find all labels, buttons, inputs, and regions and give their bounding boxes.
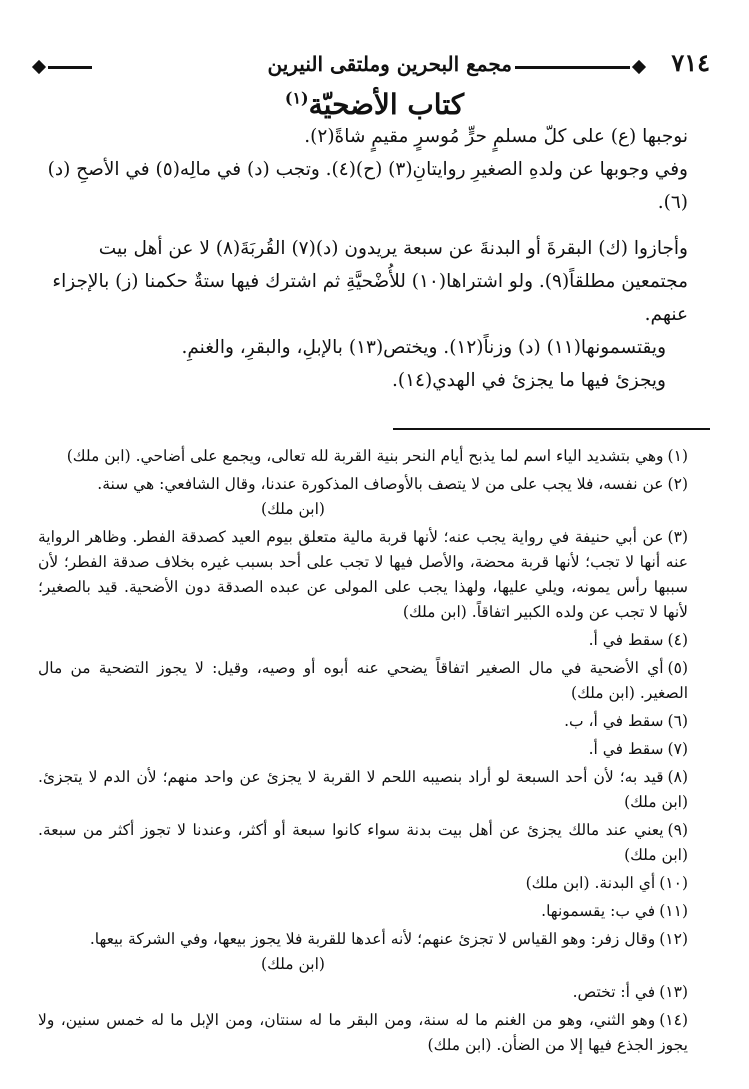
main-text [38,120,688,397]
footnote-number: (١٢) [659,930,688,948]
diamond-ornament-left [32,60,46,74]
footnote-source: (ابن ملك) [624,793,688,811]
footnote-text: سقط في أ، ب. [564,712,664,730]
footnote-number: (١٤) [659,1011,688,1029]
main-paragraph: وأجازوا (ك) البقرةَ أو البدنةَ عن سبعة يريدون (د)(٧) القُربَةَ(٨) لا عن أهل بيت مجتمعين مطلقاً(٩). ولو اشتراها(١٠) للأُضْحيَّةِ ثم اشترك فيها ستةٌ حكمنا (ز) بالإجزاء عنهم. [52,238,688,325]
footnote-item [38,525,688,625]
main-paragraph: ويجزئ فيها ما يجزئ في الهدي(١٤). [392,370,666,391]
main-paragraph: ويقتسمونها(١١) (د) وزناً(١٢). ويختص(١٣) بالإبلِ، والبقرِ، والغنمِ. [181,337,666,358]
footnote-text: سقط في أ. [588,740,664,758]
footnote-source: (ابن ملك) [525,874,590,892]
footnote-item [38,1008,688,1058]
footnote-number: (٤) [667,631,688,649]
footnote-text: عن أبي حنيفة في رواية يجب عنه؛ لأنها قربة مالية متعلق بيوم العيد كصدقة الفطر. وظاهر الرواية عنه أنها لا تجب؛ لأنها قربة محضة، والأصل فيها لا تجب على أحد بسبب غيره بخلاف صدقة الفطر؛ لأن سببها رأس يمونه، ويلي عليها، ولهذا يجب على المولى عن عبده الصدقة دون الأضحية. قيد بالصغير؛ لأنها لا تجب عن ولده الكبير اتفاقاً. [38,528,688,621]
footnote-text: وقال زفر: وهو القياس لا تجزئ عنهم؛ لأنه أعدها للقربة فلا يجوز بيعها، وفي الشركة بيعها. [89,930,656,948]
footnote-number: (١) [667,447,688,465]
footnote-number: (٨) [667,768,688,786]
footnote-item [38,737,688,762]
chapter-note-ref: (١) [284,88,309,108]
main-paragraph: وفي وجوبها عن ولدهِ الصغيرِ روايتانِ(٣) (ح)(٤). وتجب (د) في مالِه(٥) في الأصحِ (د)(٦). [47,159,688,213]
footnote-text: أي البدنة. [594,874,656,892]
footnote-number: (٥) [667,659,688,677]
footnote-text: يعني عند مالك يجزئ عن أهل بيت بدنة سواء كانوا سبعة أو أكثر، وعندنا لا تجوز أكثر من سبعة. [38,821,664,839]
footnote-text: قيد به؛ لأن أحد السبعة لو أراد بنصيبه اللحم لا القربة لا يجزئ عن واحد منهم؛ لأن الدم لا يتجزئ. [38,768,664,786]
header-rule-left [48,66,92,69]
footnote-item [38,980,688,1005]
footnote-number: (١٣) [659,983,688,1001]
page-number: ٧١٤ [671,48,710,77]
footnote-item [38,628,688,653]
footnote-text: في أ: تختص. [572,983,656,1001]
footnote-source: (ابن ملك) [261,955,325,973]
footnote-text: في ب: يقسمونها. [541,902,656,920]
footnote-number: (١٠) [659,874,688,892]
footnote-item [38,709,688,734]
footnote-text: وهي بتشديد الياء اسم لما يذبح أيام النحر بنية القربة لله تعالى، ويجمع على أضاحي. [135,447,664,465]
footnote-number: (٩) [667,821,688,839]
footnote-separator [393,428,710,430]
footnote-source: (ابن ملك) [66,447,131,465]
footnote-number: (٦) [667,712,688,730]
footnote-item [38,472,688,522]
footnote-text: أي الأضحية في مال الصغير اتفاقاً يضحي عنه أبوه أو وصيه، وقيل: لا يجوز التضحية من مال الصغير. [38,659,688,702]
main-paragraph: نوجبها (ع) على كلّ مسلمٍ حرٍّ مُوسرٍ مقيمٍ شاةً(٢). [304,126,688,147]
footnote-text: عن نفسه، فلا يجب على من لا يتصف بالأوصاف المذكورة عندنا، وقال الشافعي: هي سنة. [97,475,664,493]
footnote-number: (٣) [667,528,688,546]
diamond-ornament-right [632,60,646,74]
footnote-item [38,871,688,896]
chapter-title-text: كتاب الأضحيّة [308,88,465,121]
footnote-item [38,444,688,469]
footnote-item [38,656,688,706]
footnote-source: (ابن ملك) [427,1036,492,1054]
footnote-item [38,765,688,815]
footnote-number: (١١) [659,902,688,920]
footnote-text: وهو الثني، وهو من الغنم ما له سنة، ومن البقر ما له سنتان، ومن الإبل ما له خمس سنين، ولا يجوز الجذع فيها إلا من الضأن. [38,1011,688,1054]
footnotes [38,444,688,1061]
footnote-number: (٢) [667,475,688,493]
footnote-item [38,899,688,924]
footnote-source: (ابن ملك) [402,603,467,621]
footnote-source: (ابن ملك) [261,500,325,518]
footnote-source: (ابن ملك) [624,846,688,864]
footnote-text: سقط في أ. [588,631,664,649]
running-header [28,44,710,84]
chapter-title [0,88,749,121]
footnote-source: (ابن ملك) [571,684,635,702]
footnote-item [38,927,688,977]
header-rule-right [515,66,630,69]
footnote-item [38,818,688,868]
footnote-number: (٧) [667,740,688,758]
running-title: مجمع البحرين وملتقى النيرين [267,52,512,76]
